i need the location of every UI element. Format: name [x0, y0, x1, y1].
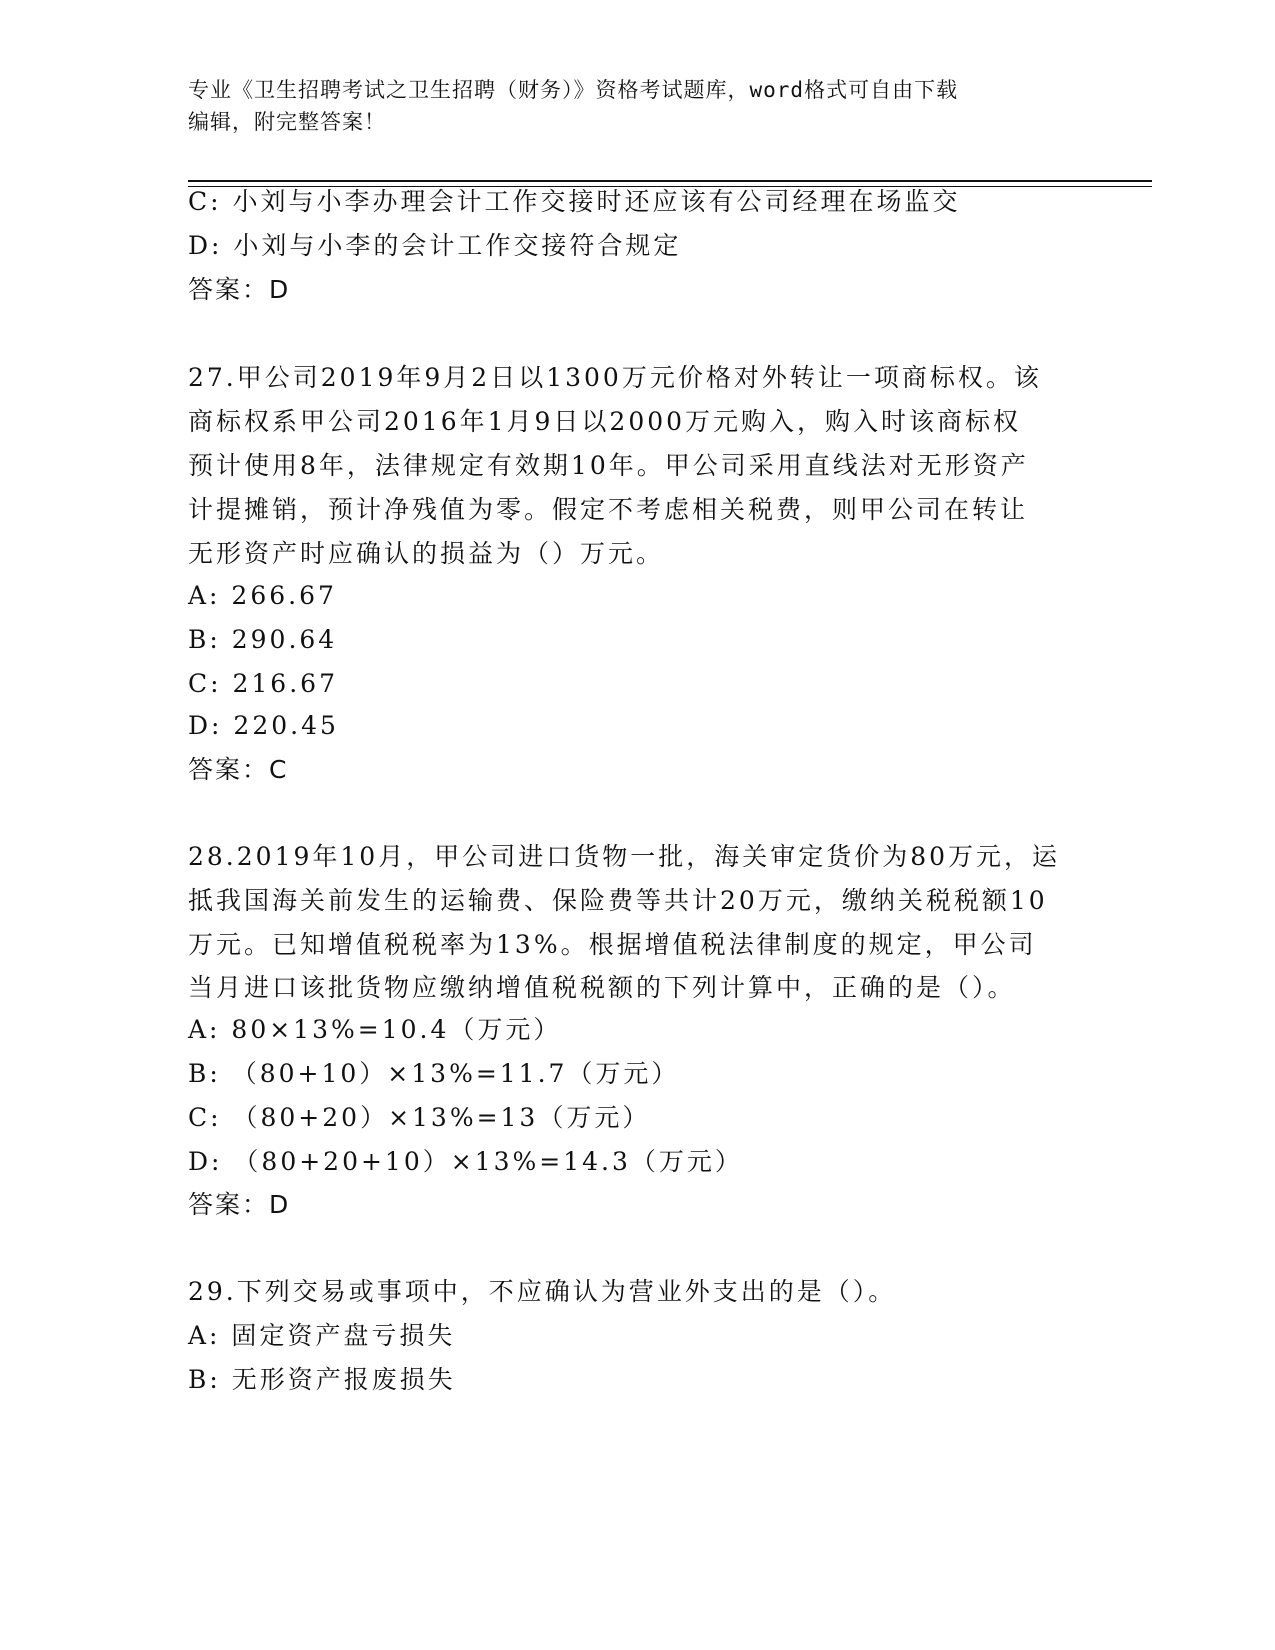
q28-stem-line-2: 抵我国海关前发生的运输费、保险费等共计20万元，缴纳关税税额10 [188, 886, 1048, 915]
q26-option-d: D: 小刘与小李的会计工作交接符合规定 [188, 231, 682, 260]
q26-answer: 答案：D [188, 275, 291, 304]
q27-answer: 答案：C [188, 755, 289, 784]
header-rule-thick [188, 180, 1152, 182]
q28-option-d: D: （80+20+10）×13%=14.3（万元） [188, 1147, 743, 1176]
q28-stem-line-1: 28.2019年10月，甲公司进口货物一批，海关审定货价为80万元，运 [188, 842, 1061, 871]
q27-option-a: A: 266.67 [188, 581, 337, 610]
q28-stem-line-3: 万元。已知增值税税率为13%。根据增值税法律制度的规定，甲公司 [188, 930, 1037, 959]
q29-option-b: B: 无形资产报废损失 [188, 1365, 456, 1394]
header-line-1: 专业《卫生招聘考试之卫生招聘（财务）》资格考试题库，word格式可自由下载 [188, 78, 959, 102]
q27-option-d: D: 220.45 [188, 711, 339, 740]
document-header [188, 74, 1088, 138]
q28-option-c: C: （80+20）×13%=13（万元） [188, 1103, 651, 1132]
q28-option-a: A: 80×13%=10.4（万元） [188, 1015, 562, 1044]
header-line-2: 编辑，附完整答案！ [188, 110, 386, 134]
q27-stem-line-1: 27.甲公司2019年9月2日以1300万元价格对外转让一项商标权。该 [188, 363, 1042, 392]
q27-stem-line-2: 商标权系甲公司2016年1月9日以2000万元购入，购入时该商标权 [188, 407, 1022, 436]
q27-stem-line-3: 预计使用8年，法律规定有效期10年。甲公司采用直线法对无形资产 [188, 451, 1029, 480]
q28-stem-line-4: 当月进口该批货物应缴纳增值税税额的下列计算中，正确的是（）。 [188, 973, 1016, 1002]
q26-option-c: C: 小刘与小李办理会计工作交接时还应该有公司经理在场监交 [188, 187, 961, 216]
q27-stem-line-4: 计提摊销，预计净残值为零。假定不考虑相关税费，则甲公司在转让 [188, 495, 1029, 524]
q29-option-a: A: 固定资产盘亏损失 [188, 1321, 456, 1350]
q27-stem-line-5: 无形资产时应确认的损益为（）万元。 [188, 539, 665, 568]
q27-option-c: C: 216.67 [188, 669, 338, 698]
q29-stem-line-1: 29.下列交易或事项中，不应确认为营业外支出的是（）。 [188, 1277, 897, 1306]
q28-answer: 答案：D [188, 1190, 291, 1219]
q27-option-b: B: 290.64 [188, 625, 338, 654]
q28-option-b: B: （80+10）×13%=11.7（万元） [188, 1059, 680, 1088]
